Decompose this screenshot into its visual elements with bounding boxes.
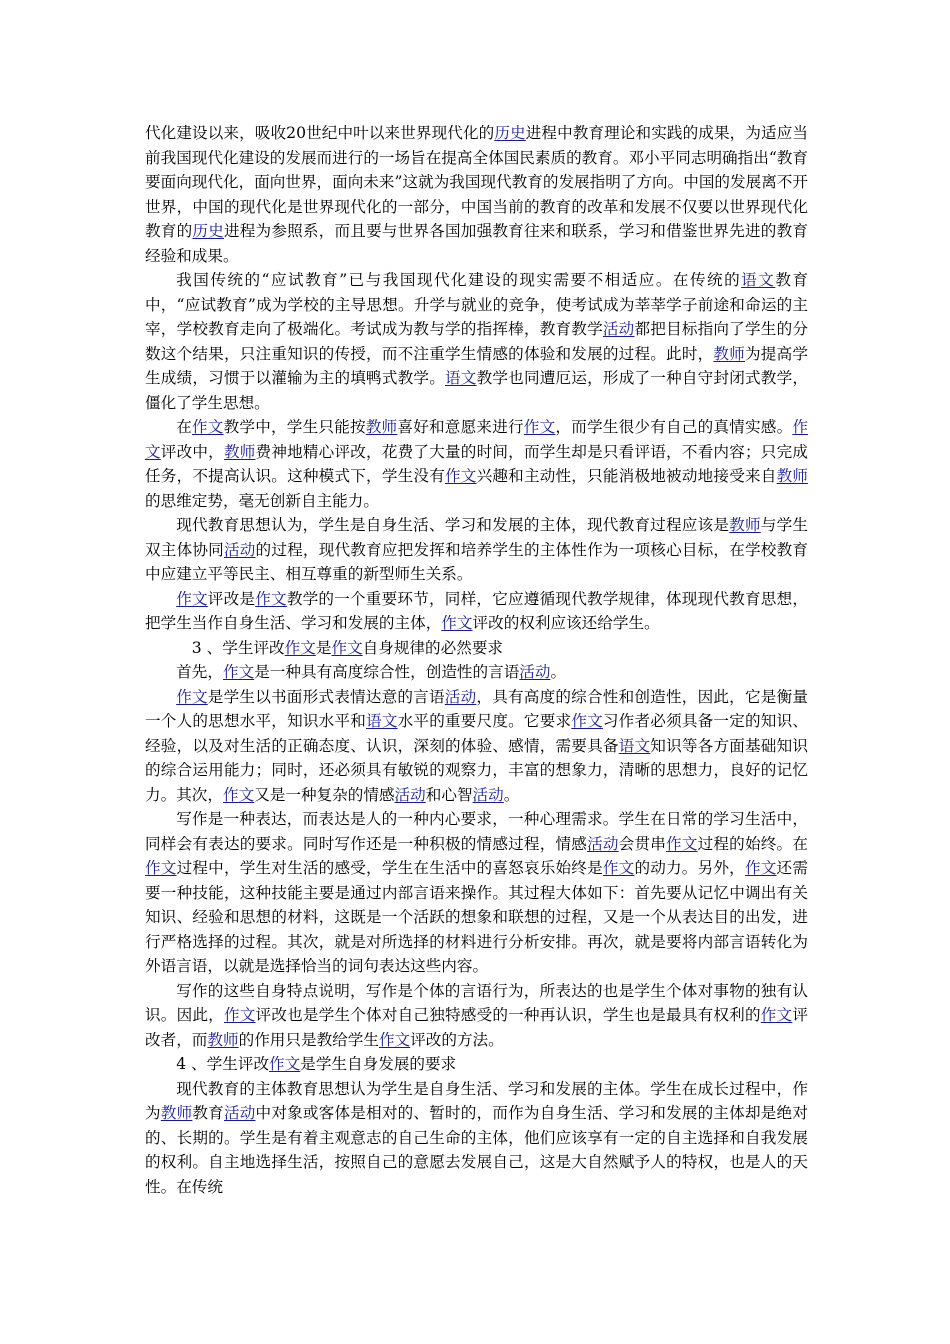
- text-run: 评改者，而: [145, 1006, 808, 1049]
- keyword-link[interactable]: 作文: [222, 663, 255, 681]
- text-run: 喜好和意愿来进行: [397, 418, 524, 436]
- text-run: 的作用只是教给学生: [238, 1030, 379, 1049]
- text-run: 水平的重要尺度。它要求: [397, 712, 572, 730]
- keyword-link[interactable]: 作文: [145, 418, 808, 461]
- text-run: 教学中，学生只能按: [223, 418, 366, 436]
- text-run: 进程为参照系，而且要与世界各国加强教育往来和联系，学习和借鉴世界先进的教育经验和成果。: [145, 222, 808, 265]
- document-page: [145, 121, 808, 1199]
- text-run: 是学生自身发展的要求: [300, 1055, 457, 1073]
- keyword-link[interactable]: 作文: [445, 467, 477, 485]
- keyword-link[interactable]: 作文: [331, 638, 363, 657]
- text-run: ，具有高度的综合性和创造性，因此，它是衡量一个人的思想水平，知识水平和: [145, 687, 808, 730]
- keyword-link[interactable]: 历史: [494, 124, 526, 142]
- text-run: 与学生双主体协同: [145, 516, 808, 559]
- keyword-link[interactable]: 语文: [741, 271, 776, 289]
- text-run: 代化建设以来，吸收20世纪中叶以来世界现代化的: [145, 124, 495, 142]
- keyword-link[interactable]: 教师: [160, 1104, 193, 1122]
- body-paragraph: [145, 268, 808, 415]
- keyword-link[interactable]: 活动: [223, 540, 256, 559]
- text-run: 写作的这些自身特点说明，写作是个体的言语行为，所表达的也是学生个体对事物的独有认识。因此，: [145, 981, 808, 1024]
- keyword-link[interactable]: 活动: [444, 687, 477, 706]
- text-run: 是: [315, 638, 332, 657]
- body-paragraph: [145, 587, 808, 636]
- keyword-link[interactable]: 作文: [441, 614, 473, 632]
- keyword-link[interactable]: 作文: [571, 712, 603, 730]
- keyword-link[interactable]: 活动: [223, 1104, 256, 1122]
- text-run: 费神地精心评改，花费了大量的时间，而学生却是只看评语，不看内容；只完成任务，不提高认识。这种模式下，学生没有: [145, 442, 808, 485]
- text-run: 还需要一种技能，这种技能主要是通过内部言语来操作。其过程大体如下：首先要从记忆中调出有关知识、经验和思想的材料，这既是一个活跃的想象和联想的过程，又是一个从表达目的出发，进行严格选择的过程。其次，就是对所选择的材料进行分析安排。再次，就是要将内部言语转化为外语言语，以就是选择恰当的词句表达这些内容。: [145, 859, 808, 975]
- keyword-link[interactable]: 作文: [255, 589, 287, 608]
- text-run: 在: [176, 418, 192, 436]
- text-run: 评改中，: [160, 442, 224, 461]
- text-run: 。: [503, 785, 520, 804]
- keyword-link[interactable]: 作文: [223, 1006, 256, 1024]
- keyword-link[interactable]: 教师: [776, 467, 808, 485]
- keyword-link[interactable]: 教师: [223, 442, 256, 461]
- keyword-link[interactable]: 语文: [445, 369, 477, 387]
- text-run: 。: [550, 663, 567, 681]
- keyword-link[interactable]: 活动: [602, 320, 635, 338]
- text-run: 自身规律的必然要求: [362, 638, 504, 657]
- text-run: 现代教育的主体教育思想认为学生是自身生活、学习和发展的主体。学生在成长过程中，作为: [145, 1079, 808, 1122]
- keyword-link[interactable]: 活动: [394, 785, 426, 804]
- text-run: 为提高学生成绩，习惯于以灌输为主的填鸭式教学。: [145, 344, 808, 387]
- text-run: 我国传统的“应试教育”已与我国现代化建设的现实需要不相适应。在传统的: [176, 271, 742, 289]
- body-paragraph: [145, 660, 808, 685]
- keyword-link[interactable]: 作文: [523, 418, 556, 436]
- text-run: ，而学生很少有自己的真情实感。: [555, 418, 793, 436]
- body-paragraph: [145, 121, 808, 268]
- keyword-link[interactable]: 作文: [602, 859, 635, 877]
- body-paragraph: [145, 1077, 808, 1200]
- text-run: 过程的始终。在: [697, 834, 808, 853]
- text-run: 都把目标指向了学生的分数这个结果，只注重知识的传授，而不注重学生情感的体验和发展的过程。此时，: [145, 320, 808, 363]
- keyword-link[interactable]: 作文: [192, 418, 224, 436]
- keyword-link[interactable]: 作文: [666, 834, 698, 853]
- keyword-link[interactable]: 作文: [744, 859, 777, 877]
- body-paragraph: [145, 415, 808, 513]
- text-run: 教育中，“应试教育”成为学校的主导思想。升学与就业的竞争，使考试成为莘莘学子前途和命运的主宰，学校教育走向了极端化。考试成为教与学的指挥棒，教育教学: [145, 271, 808, 338]
- text-run: 教学也同遭厄运，形成了一种自守封闭式教学，僵化了学生思想。: [145, 369, 808, 412]
- keyword-link[interactable]: 语文: [618, 736, 651, 755]
- keyword-link[interactable]: 作文: [284, 638, 316, 657]
- body-paragraph: [145, 807, 808, 979]
- keyword-link[interactable]: 教师: [713, 344, 746, 363]
- keyword-link[interactable]: 作文: [378, 1030, 411, 1049]
- text-run: 兴趣和主动性，只能消极地被动地接受来自: [476, 467, 777, 485]
- text-run: 评改的权利应该还给学生。: [472, 614, 660, 632]
- text-run: 教学的一个重要环节，同样，它应遵循现代教学规律，体现现代教育思想，把学生当作自身生活、学习和发展的主体，: [145, 589, 808, 632]
- keyword-link[interactable]: 活动: [519, 663, 551, 681]
- text-run: 首先，: [176, 663, 223, 681]
- text-run: 4 、学生评改: [176, 1055, 270, 1073]
- keyword-link[interactable]: 活动: [587, 834, 619, 853]
- keyword-link[interactable]: 作文: [145, 859, 177, 877]
- text-run: 写作是一种表达，而表达是人的一种内心要求，一种心理需求。学生在日常的学习生活中，同样会有表达的要求。同时写作还是一种积极的情感过程，情感: [145, 810, 808, 853]
- section-heading: [145, 1052, 808, 1077]
- body-paragraph: [145, 979, 808, 1053]
- keyword-link[interactable]: 作文: [760, 1006, 793, 1024]
- keyword-link[interactable]: 作文: [269, 1055, 301, 1073]
- text-run: 的过程，现代教育应把发挥和培养学生的主体性作为一项核心目标，在学校教育中应建立平等民主、相互尊重的新型师生关系。: [145, 540, 808, 583]
- text-run: 的思维定势，毫无创新自主能力。: [145, 491, 379, 510]
- text-run: 现代教育思想认为，学生是自身生活、学习和发展的主体，现代教育过程应该是: [176, 516, 730, 534]
- body-paragraph: [145, 513, 808, 587]
- keyword-link[interactable]: 作文: [176, 589, 208, 608]
- text-run: 3 、学生评改: [191, 638, 285, 657]
- text-run: 过程中，学生对生活的感受，学生在生活中的喜怒哀乐始终是: [176, 859, 603, 877]
- text-run: 知识等各方面基础知识的综合运用能力；同时，还必须具有敏锐的观察力，丰富的想象力，清晰的思想力，良好的记忆力。其次，: [145, 736, 808, 804]
- keyword-link[interactable]: 作文: [222, 785, 255, 804]
- keyword-link[interactable]: 语文: [366, 712, 398, 730]
- keyword-link[interactable]: 作文: [176, 687, 208, 706]
- keyword-link[interactable]: 历史: [192, 222, 224, 240]
- text-run: 是一种具有高度综合性，创造性的言语: [254, 663, 520, 681]
- keyword-link[interactable]: 教师: [365, 418, 398, 436]
- keyword-link[interactable]: 活动: [472, 785, 504, 804]
- text-run: 会贯串: [618, 834, 667, 853]
- text-run: 中对象或客体是相对的、暂时的，而作为自身生活、学习和发展的主体却是绝对的、长期的。学生是有着主观意志的自己生命的主体，他们应该享有一定的自主选择和自我发展的权利。自主地选择生活，按照自己的意愿去发展自己，这是大自然赋予人的特权，也是人的天性。在传统: [145, 1104, 808, 1196]
- text-run: 又是一种复杂的情感: [254, 785, 395, 804]
- keyword-link[interactable]: 教师: [729, 516, 761, 534]
- text-run: 评改是: [207, 589, 256, 608]
- body-paragraph: [145, 685, 808, 808]
- section-heading: [145, 636, 808, 661]
- text-run: 和心智: [425, 785, 473, 804]
- text-run: 教育: [192, 1104, 224, 1122]
- text-run: 评改的方法。: [410, 1030, 504, 1049]
- keyword-link[interactable]: 教师: [207, 1030, 239, 1049]
- text-run: 习作者必须具备一定的知识、经验，以及对生活的正确态度、认识，深刻的体验、感情，需要具备: [145, 712, 808, 755]
- text-run: 评改也是学生个体对自己独特感受的一种再认识，学生也是最具有权利的: [255, 1006, 761, 1024]
- text-run: 的动力。另外，: [634, 859, 745, 877]
- text-run: 进程中教育理论和实践的成果，为适应当前我国现代化建设的发展而进行的一场旨在提高全体国民素质的教育。邓小平同志明确指出“教育要面向现代化，面向世界，面向未来”这就为我国现代教育的发展指明了方向。中国的发展离不开世界，中国的现代化是世界现代化的一部分，中国当前的教育的改革和发展不仅要以世界现代化教育的: [145, 124, 808, 240]
- text-run: 是学生以书面形式表情达意的言语: [207, 687, 445, 706]
